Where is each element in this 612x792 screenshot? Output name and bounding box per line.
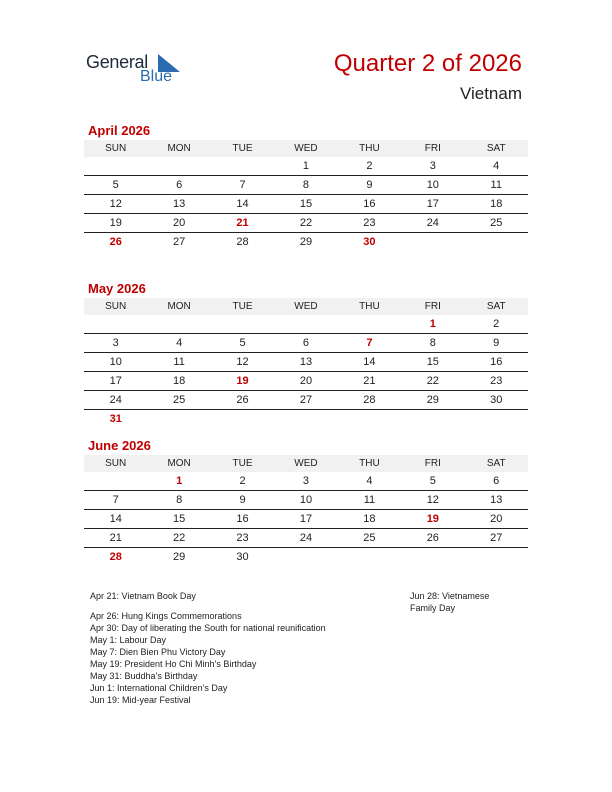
day-cell: 17 <box>426 198 439 210</box>
day-cell: 22 <box>299 217 313 229</box>
day-cell: 25 <box>490 217 503 229</box>
day-cell <box>338 410 401 428</box>
day-cell: 3 <box>302 475 310 487</box>
holiday-day-cell: 30 <box>363 236 376 248</box>
day-cell: 20 <box>173 217 186 229</box>
day-cell: 16 <box>363 198 376 210</box>
day-cell <box>84 472 147 490</box>
day-cell: 27 <box>173 236 186 248</box>
weekday-header-row <box>84 298 528 315</box>
day-cell: 1 <box>302 160 310 172</box>
day-cell: 23 <box>236 532 249 544</box>
week-row <box>84 353 528 372</box>
day-cell <box>211 157 274 175</box>
week-row <box>84 233 528 251</box>
weekday-label: TUE <box>232 301 253 312</box>
day-cell: 8 <box>429 337 436 349</box>
quarter-title: Quarter 2 of 2026 <box>333 50 522 77</box>
holiday-day-cell: 28 <box>109 551 122 563</box>
weekday-label: SUN <box>105 143 127 154</box>
holiday-day-cell: 19 <box>426 513 439 525</box>
day-cell: 5 <box>239 337 246 349</box>
weekday-label: SUN <box>105 458 127 469</box>
weekday-label: SAT <box>486 458 506 469</box>
day-cell <box>338 548 401 566</box>
month-title: June 2026 <box>88 438 151 453</box>
day-cell: 3 <box>112 337 119 349</box>
day-cell: 9 <box>366 179 373 191</box>
day-cell <box>465 548 528 566</box>
month-title: May 2026 <box>88 281 146 296</box>
day-cell: 10 <box>299 494 313 506</box>
day-cell: 25 <box>363 532 376 544</box>
day-cell: 29 <box>299 236 313 248</box>
day-cell: 11 <box>363 494 376 506</box>
holiday-day-cell: 1 <box>176 475 183 487</box>
week-row <box>84 157 528 176</box>
week-row <box>84 472 528 491</box>
day-cell: 10 <box>109 356 122 368</box>
day-cell <box>211 315 274 333</box>
day-cell <box>211 410 274 428</box>
week-row <box>84 510 528 529</box>
month-block <box>84 437 528 566</box>
day-cell: 7 <box>239 179 246 191</box>
week-row <box>84 548 528 566</box>
holiday-note: Apr 30: Day of liberating the South for national reunification <box>90 623 326 633</box>
day-cell: 12 <box>109 198 122 210</box>
holiday-day-cell: 19 <box>236 375 249 387</box>
day-cell: 20 <box>490 513 503 525</box>
weekday-label: SAT <box>486 301 506 312</box>
holiday-note: May 7: Dien Bien Phu Victory Day <box>90 647 226 657</box>
holiday-notes <box>90 590 326 706</box>
logo-text-blue: Blue <box>140 68 173 85</box>
day-cell: 21 <box>109 532 122 544</box>
day-cell: 12 <box>426 494 439 506</box>
day-cell <box>274 548 337 566</box>
holiday-note: Apr 26: Hung Kings Commemorations <box>90 611 242 621</box>
holiday-note: Jun 19: Mid-year Festival <box>90 695 191 705</box>
day-cell <box>84 315 147 333</box>
day-cell: 6 <box>493 475 500 487</box>
day-cell <box>338 315 401 333</box>
day-cell: 14 <box>236 198 249 210</box>
day-cell <box>465 233 528 251</box>
day-cell: 18 <box>363 513 376 525</box>
day-cell <box>147 315 210 333</box>
weekday-label: MON <box>167 143 191 154</box>
day-cell: 15 <box>299 198 313 210</box>
day-cell: 2 <box>493 318 500 330</box>
holiday-note: Family Day <box>410 603 456 613</box>
holiday-notes-list <box>90 610 326 706</box>
day-cell: 20 <box>299 375 313 387</box>
weekday-label: WED <box>294 143 318 154</box>
day-cell: 27 <box>299 394 313 406</box>
day-cell <box>401 233 464 251</box>
day-cell: 7 <box>112 494 119 506</box>
day-cell <box>84 157 147 175</box>
weekday-label: SUN <box>105 301 127 312</box>
weekday-label: FRI <box>424 458 441 469</box>
day-cell: 8 <box>302 179 310 191</box>
day-cell: 4 <box>176 337 183 349</box>
day-cell: 5 <box>429 475 436 487</box>
week-row <box>84 391 528 410</box>
day-cell <box>401 548 464 566</box>
day-cell: 26 <box>426 532 439 544</box>
day-cell: 13 <box>299 356 313 368</box>
weekday-label: TUE <box>232 458 253 469</box>
holiday-note: May 19: President Ho Chi Minh’s Birthday <box>90 659 257 669</box>
day-cell: 9 <box>493 337 500 349</box>
weekday-label: WED <box>294 301 318 312</box>
day-cell: 28 <box>363 394 376 406</box>
day-cell: 13 <box>173 198 186 210</box>
weekday-label: MON <box>167 458 191 469</box>
day-cell: 17 <box>109 375 122 387</box>
day-cell: 13 <box>490 494 503 506</box>
weekday-label: FRI <box>424 143 441 154</box>
holiday-note: May 31: Buddha’s Birthday <box>90 671 198 681</box>
holiday-day-cell: 1 <box>429 318 436 330</box>
weekday-label: SAT <box>486 143 506 154</box>
day-cell: 14 <box>363 356 376 368</box>
country-name: Vietnam <box>459 84 522 103</box>
day-cell: 17 <box>299 513 313 525</box>
week-row <box>84 334 528 353</box>
day-cell: 23 <box>490 375 503 387</box>
holiday-notes-right <box>410 590 520 614</box>
day-cell: 9 <box>239 494 246 506</box>
holiday-note: May 1: Labour Day <box>90 635 167 645</box>
day-cell: 24 <box>109 394 122 406</box>
day-cell: 16 <box>490 356 503 368</box>
day-cell: 24 <box>426 217 439 229</box>
weekday-label: THU <box>359 301 380 312</box>
day-cell: 22 <box>173 532 186 544</box>
brand-logo <box>86 52 186 88</box>
day-cell: 27 <box>490 532 503 544</box>
holiday-note: Apr 21: Vietnam Book Day <box>90 591 196 601</box>
week-row <box>84 176 528 195</box>
weekday-label: WED <box>294 458 318 469</box>
day-cell: 15 <box>173 513 186 525</box>
day-cell: 14 <box>109 513 122 525</box>
week-row <box>84 529 528 548</box>
holiday-day-cell: 26 <box>109 236 122 248</box>
day-cell: 29 <box>426 394 439 406</box>
holiday-day-cell: 21 <box>236 217 249 229</box>
logo-text-general: General <box>86 52 148 72</box>
day-cell: 11 <box>173 356 185 368</box>
holiday-day-cell: 31 <box>109 413 122 425</box>
day-cell <box>147 157 210 175</box>
day-cell: 29 <box>173 551 186 563</box>
day-cell: 2 <box>366 160 373 172</box>
day-cell: 4 <box>366 475 373 487</box>
weekday-label: THU <box>359 458 380 469</box>
weekday-header-row <box>84 455 528 472</box>
day-cell: 4 <box>493 160 500 172</box>
day-cell: 5 <box>112 179 119 191</box>
day-cell: 2 <box>239 475 246 487</box>
day-cell: 28 <box>236 236 249 248</box>
day-cell: 12 <box>236 356 249 368</box>
day-cell: 22 <box>426 375 439 387</box>
weekday-label: TUE <box>232 143 253 154</box>
week-row <box>84 410 528 428</box>
holiday-day-cell: 7 <box>366 337 373 349</box>
month-block <box>84 122 528 251</box>
day-cell <box>401 410 464 428</box>
month-title: April 2026 <box>88 123 151 138</box>
day-cell: 18 <box>490 198 503 210</box>
day-cell: 23 <box>363 217 376 229</box>
week-row <box>84 315 528 334</box>
day-cell: 30 <box>490 394 503 406</box>
weekday-label: THU <box>359 143 380 154</box>
day-cell: 3 <box>429 160 436 172</box>
day-cell: 21 <box>363 375 376 387</box>
day-cell <box>465 410 528 428</box>
day-cell: 6 <box>176 179 183 191</box>
weekday-header-row <box>84 140 528 157</box>
day-cell: 8 <box>176 494 183 506</box>
weekday-label: FRI <box>424 301 441 312</box>
day-cell: 16 <box>236 513 249 525</box>
day-cell: 11 <box>490 179 502 191</box>
day-cell: 19 <box>109 217 122 229</box>
day-cell: 6 <box>302 337 310 349</box>
week-row <box>84 195 528 214</box>
day-cell <box>147 410 210 428</box>
weekday-label: MON <box>167 301 191 312</box>
week-row <box>84 372 528 391</box>
holiday-note: Jun 28: Vietnamese <box>410 591 490 601</box>
day-cell: 26 <box>236 394 249 406</box>
holiday-note: Jun 1: International Children’s Day <box>90 683 228 693</box>
day-cell: 10 <box>426 179 439 191</box>
day-cell <box>274 315 337 333</box>
month-block <box>84 280 528 428</box>
week-row <box>84 214 528 233</box>
day-cell: 30 <box>236 551 249 563</box>
day-cell: 18 <box>173 375 186 387</box>
day-cell: 15 <box>426 356 439 368</box>
day-cell: 24 <box>299 532 313 544</box>
day-cell: 25 <box>173 394 186 406</box>
week-row <box>84 491 528 510</box>
day-cell <box>274 410 337 428</box>
